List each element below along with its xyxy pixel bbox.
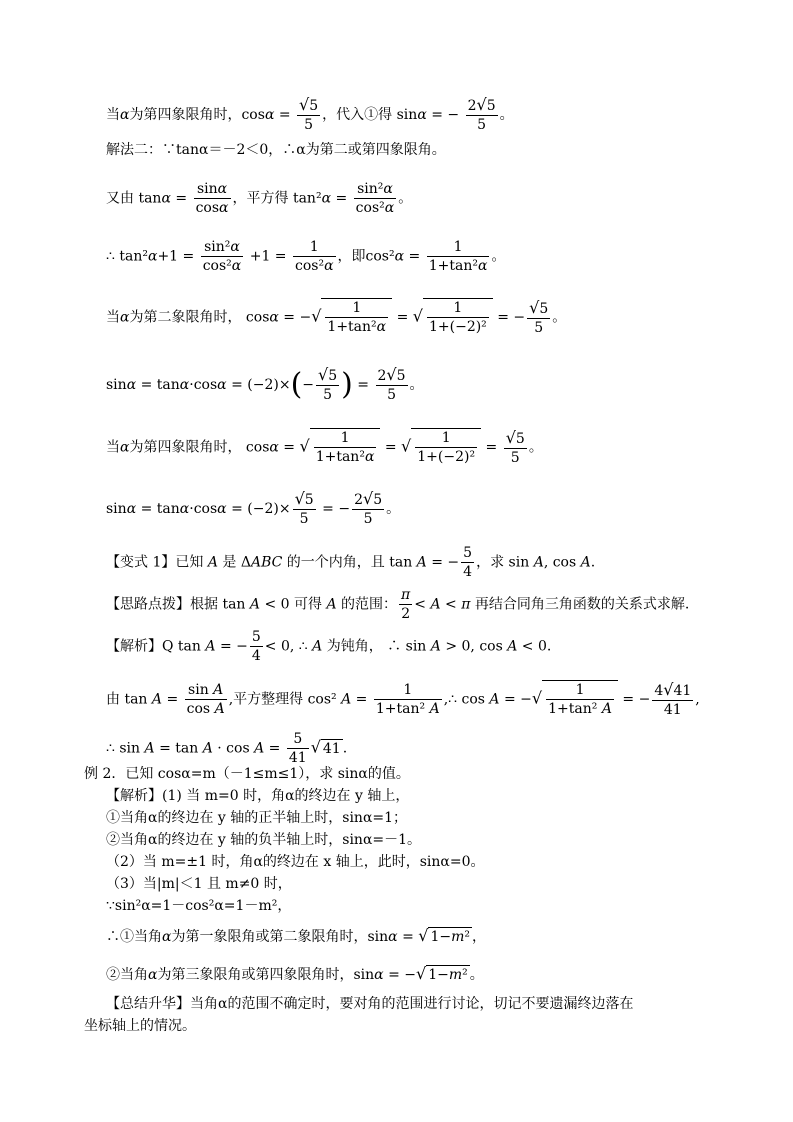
text-line-3: 又由 tanα = $\frac{\sin\alpha}{\cos\alpha}$ ，平方得 tan²α = $\frac{\text{sin²α}}{\text{cos²α}}$ 。 bbox=[106, 181, 413, 216]
text-line-15: 【解析】(1) 当 m=0 时，角α的终边在 y 轴上， bbox=[106, 788, 410, 804]
text-line-24: 坐标轴上的情况。 bbox=[84, 1018, 196, 1034]
text-line-2: 解法二：∵tanα＝－2＜0，∴α为第二或第四象限角。 bbox=[106, 142, 446, 158]
text-line-5: 当α为第二象限角时， cosα = −√ $\frac{1}{\text{1+tan²α}}$ = √ $\frac{1}{\text{1+(−2)²}}$ = − $\frac{√5}{5}$ 。 bbox=[106, 297, 567, 336]
text-line-6: sinα = tanα·cosα = (−2)×(− $\frac{√5}{5}$ ) = $\frac{2√5}{5}$ 。 bbox=[106, 365, 424, 403]
text-line-18: （2）当 m=±1 时，角α的终边在 x 轴上，此时，sinα=0。 bbox=[106, 854, 485, 870]
text-line-21: ∴①当角α为第一象限角或第二象限角时，sinα = √ 1−m² ， bbox=[106, 926, 487, 945]
text-line-12: 由 tan A = $\frac{\text{sin A}}{\text{cos A}}$ ,平方整理得 cos² A = $\frac{1}{\text{1+tan² A}}$ ,∴ cos A = −√ $\frac{1}{\text{1+tan² A}}$ = − $\frac{4√41}{41}$ , bbox=[106, 679, 700, 718]
text-line-19: （3）当|m|＜1 且 m≠0 时， bbox=[106, 876, 292, 892]
text-line-4: ∴ tan²α+1 = $\frac{\text{sin²α}}{\text{cos²α}}$ +1 = $\frac{1}{\text{cos²α}}$ ，即cos²α = $\frac{1}{\text{1+tan²α}}$ 。 bbox=[106, 239, 506, 274]
text-line-14: 例 2．已知 cosα=m（－1≤m≤1），求 sinα的值。 bbox=[84, 766, 410, 782]
text-line-13: ∴ sin A = tan A · cos A = $\frac{5}{41}$ √ 41 . bbox=[106, 731, 348, 766]
text-line-16: ①当角α的终边在 y 轴的正半轴上时，sinα=1； bbox=[106, 810, 408, 826]
text-line-10: 【思路点拨】根据 tan A < 0 可得 A 的范围： $\frac{\pi}{2}$ < A < π 再结合同角三角函数的关系式求解. bbox=[106, 587, 690, 622]
text-line-9: 【变式 1】已知 A 是 ΔABC 的一个内角，且 tan A = − $\frac{5}{4}$ ，求 sin A, cos A. bbox=[106, 545, 596, 580]
text-line-1: 当α为第四象限角时，cosα = $\frac{√5}{5}$ ，代入①得 sinα = − $\frac{2√5}{5}$ 。 bbox=[106, 95, 514, 133]
text-line-20: ∵sin²α=1－cos²α=1－m²， bbox=[106, 898, 292, 914]
text-line-23: 【总结升华】当角α的范围不确定时，要对角的范围进行讨论，切记不要遗漏终边落在 bbox=[106, 996, 634, 1012]
text-line-22: ②当角α为第三象限角或第四象限角时，sinα = −√ 1−m² 。 bbox=[106, 964, 484, 983]
text-line-17: ②当角α的终边在 y 轴的负半轴上时，sinα=－1。 bbox=[106, 832, 422, 848]
text-line-11: 【解析】Q tan A = − $\frac{5}{4}$ < 0, ∴ A 为钝角， ∴ sin A > 0, cos A < 0. bbox=[106, 629, 552, 664]
text-line-7: 当α为第四象限角时， cosα = √ $\frac{1}{\text{1+tan²α}}$ = √ $\frac{1}{\text{1+(−2)²}}$ = $\frac{√5}{5}$ 。 bbox=[106, 427, 543, 466]
text-line-8: sinα = tanα·cosα = (−2)× $\frac{√5}{5}$ = − $\frac{2√5}{5}$ 。 bbox=[106, 489, 401, 527]
